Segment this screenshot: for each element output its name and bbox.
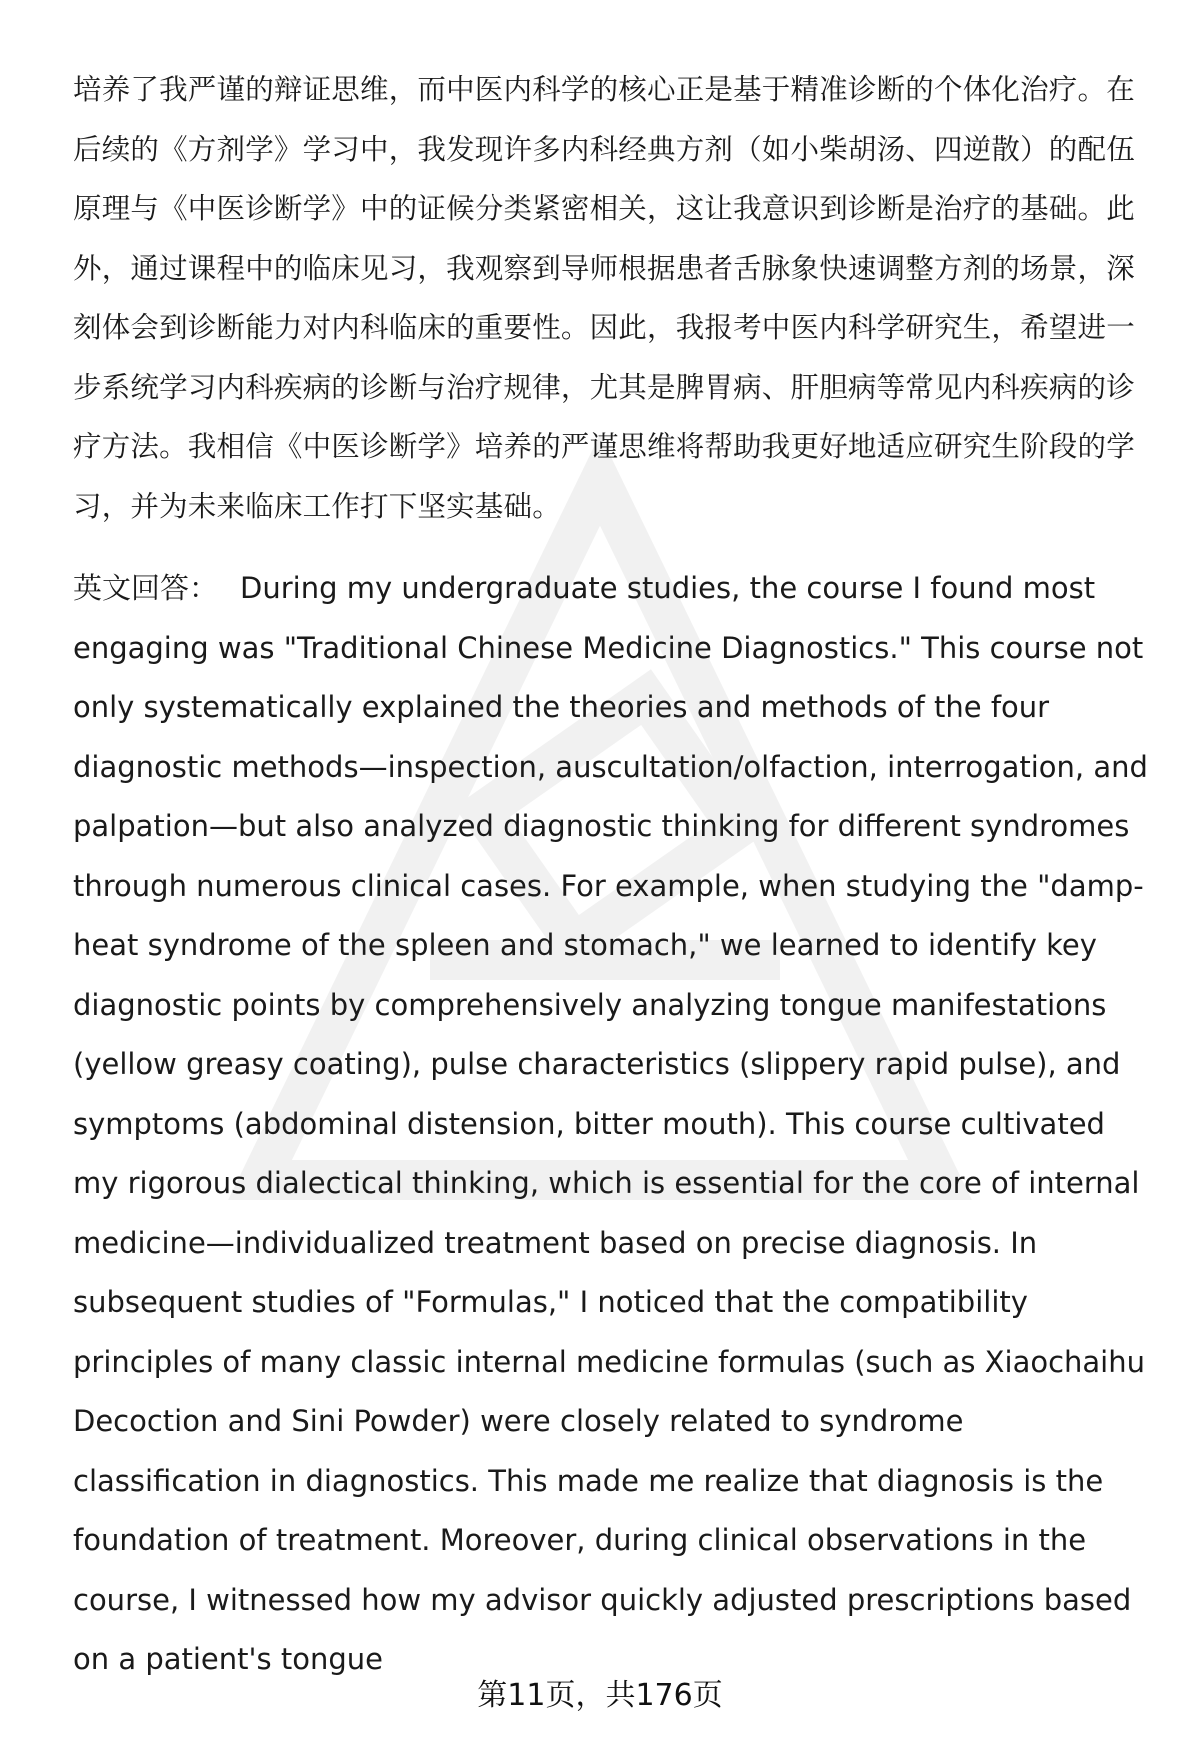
english-answer-label: 英文回答： (73, 571, 219, 605)
english-answer-text: During my undergraduate studies, the course I found most engaging was "Traditional Chinese Medicine Diagnostics." This course not only systematically explained the theories and methods of the four diagnostic methods—inspection, auscultation/olfaction, interrogation, and palpation—but also analyzed diagnostic thinking for different syndromes through numerous clinical cases. For example, when studying the "damp-heat syndrome of the spleen and stomach," we learned to identify key diagnostic points by comprehensively analyzing tongue manifestations (yellow greasy coating), pulse characteristics (slippery rapid pulse), and symptoms (abdominal distension, bitter mouth). This course cultivated my rigorous dialectical thinking, which is essential for the core of internal medicine—individualized treatment based on precise diagnosis. In subsequent studies of "Formulas," I noticed that the compatibility principles of many classic internal medicine formulas (such as Xiaochaihu Decoction and Sini Powder) were closely related to syndrome classification in diagnostics. This made me realize that diagnosis is the foundation of treatment. Moreover, during clinical observations in the course, I witnessed how my advisor quickly adjusted prescriptions based on a patient's tongue (73, 571, 1148, 1676)
english-answer-paragraph (73, 559, 1153, 1690)
document-body (73, 60, 1153, 1690)
page-number-footer: 第11页，共176页 (477, 1678, 723, 1713)
chinese-answer-paragraph: 培养了我严谨的辩证思维，而中医内科学的核心正是基于精准诊断的个体化治疗。在后续的《方剂学》学习中，我发现许多内科经典方剂（如小柴胡汤、四逆散）的配伍原理与《中医诊断学》中的证候分类紧密相关，这让我意识到诊断是治疗的基础。此外，通过课程中的临床见习，我观察到导师根据患者舌脉象快速调整方剂的场景，深刻体会到诊断能力对内科临床的重要性。因此，我报考中医内科学研究生，希望进一步系统学习内科疾病的诊断与治疗规律，尤其是脾胃病、肝胆病等常见内科疾病的诊疗方法。我相信《中医诊断学》培养的严谨思维将帮助我更好地适应研究生阶段的学习，并为未来临床工作打下坚实基础。 (73, 73, 1135, 523)
